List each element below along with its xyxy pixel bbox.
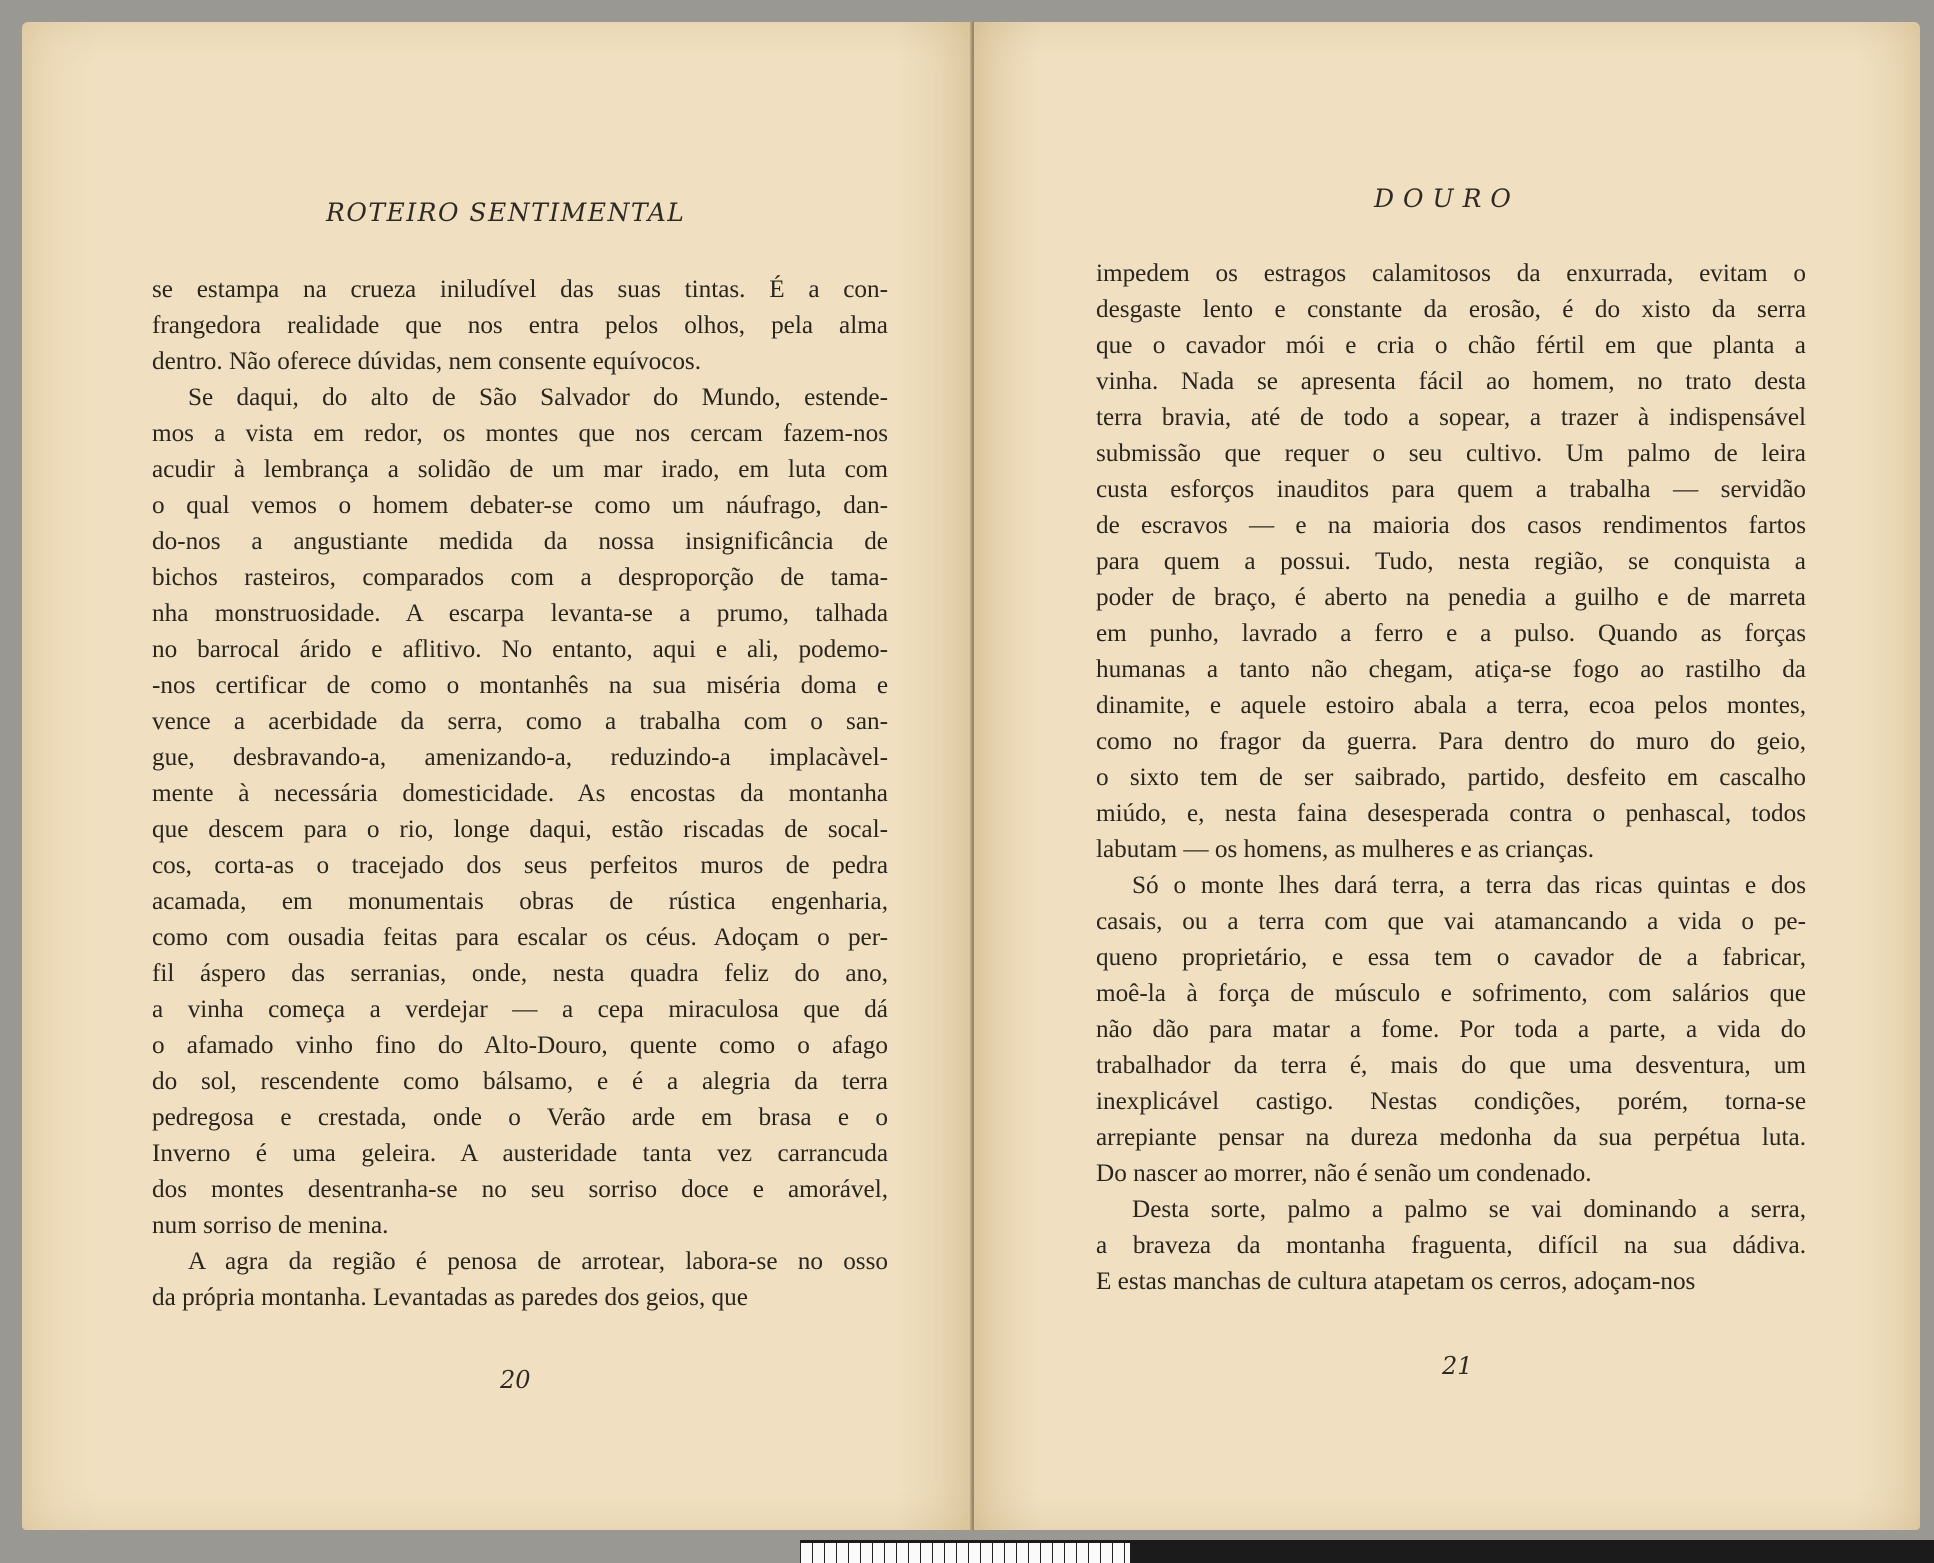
text-line: terra bravia, até de todo a sopear, a trazer à indispensável [1096,404,1806,431]
running-head: DOURO [1374,184,1520,213]
text-line: moê-la à força de músculo e sofrimento, com salários que [1096,980,1806,1007]
text-line: labutam — os homens, as mulheres e as crianças. [1096,836,1595,863]
text-line: mos a vista em redor, os montes que nos cercam fazem-nos [152,420,888,447]
text-line: o afamado vinho fino do Alto-Douro, quente como o afago [152,1032,888,1059]
text-line: inexplicável castigo. Nestas condições, porém, torna-se [1096,1088,1806,1115]
text-line: vence a acerbidade da serra, como a trabalha com o san- [152,708,888,735]
text-line: o qual vemos o homem debater-se como um náufrago, dan- [152,492,888,519]
text-line: desgaste lento e constante da erosão, é do xisto da serra [1096,296,1806,323]
text-line: o sixto tem de ser saibrado, partido, desfeito em cascalho [1096,764,1806,791]
right-page [974,22,1920,1530]
text-line: Do nascer ao morrer, não é senão um condenado. [1096,1160,1592,1187]
text-line: vinha. Nada se apresenta fácil ao homem, no trato desta [1096,368,1806,395]
text-line: -nos certificar de como o montanhês na sua miséria doma e [152,672,888,699]
text-line: A agra da região é penosa de arrotear, labora-se no osso [188,1248,888,1275]
text-line: como com ousadia feitas para escalar os céus. Adoçam o per- [152,924,888,951]
text-line: fil áspero das serranias, onde, nesta quadra feliz do ano, [152,960,888,987]
text-line: não dão para matar a fome. Por toda a parte, a vida do [1096,1016,1806,1043]
text-line: dos montes desentranha-se no seu sorriso doce e amorável, [152,1176,888,1203]
scale-ruler [800,1540,1934,1563]
text-line: Só o monte lhes dará terra, a terra das ricas quintas e dos [1132,872,1806,899]
text-line: no barrocal árido e aflitivo. No entanto, aqui e ali, podemo- [152,636,888,663]
text-line: frangedora realidade que nos entra pelos olhos, pela alma [152,312,888,339]
left-page [22,22,972,1530]
text-line: poder de braço, é aberto na penedia a guilho e de marreta [1096,584,1806,611]
text-line: E estas manchas de cultura atapetam os cerros, adoçam-nos [1096,1268,1696,1295]
text-line: de escravos — e na maioria dos casos rendimentos fartos [1096,512,1806,539]
text-line: a vinha começa a verdejar — a cepa miraculosa que dá [152,996,888,1023]
text-line: que descem para o rio, longe daqui, estão riscadas de socal- [152,816,888,843]
text-line: casais, ou a terra com que vai atamancando a vida o pe- [1096,908,1806,935]
running-head: ROTEIRO SENTIMENTAL [326,198,686,227]
text-line: do-nos a angustiante medida da nossa insignificância de [152,528,888,555]
text-line: custa esforços inauditos para quem a trabalha — servidão [1096,476,1806,503]
text-line: Inverno é uma geleira. A austeridade tanta vez carrancuda [152,1140,888,1167]
text-line: submissão que requer o seu cultivo. Um palmo de leira [1096,440,1806,467]
text-line: dinamite, e aquele estoiro abala a terra, ecoa pelos montes, [1096,692,1806,719]
text-line: arrepiante pensar na dureza medonha da sua perpétua luta. [1096,1124,1806,1151]
text-line: impedem os estragos calamitosos da enxurrada, evitam o [1096,260,1806,287]
page-number: 20 [500,1366,531,1394]
text-line: do sol, rescendente como bálsamo, e é a alegria da terra [152,1068,888,1095]
text-line: nha monstruosidade. A escarpa levanta-se a prumo, talhada [152,600,888,627]
text-line: mente à necessária domesticidade. As encostas da montanha [152,780,888,807]
text-line: pedregosa e crestada, onde o Verão arde em brasa e o [152,1104,888,1131]
text-line: queno proprietário, e essa tem o cavador de a fabricar, [1096,944,1806,971]
text-line: Se daqui, do alto de São Salvador do Mundo, estende- [188,384,888,411]
text-line: dentro. Não oferece dúvidas, nem consente equívocos. [152,348,702,375]
text-line: acamada, em monumentais obras de rústica engenharia, [152,888,888,915]
text-line: trabalhador da terra é, mais do que uma desventura, um [1096,1052,1806,1079]
ruler-ticks [800,1543,1130,1563]
text-line: como no fragor da guerra. Para dentro do muro do geio, [1096,728,1806,755]
text-line: em punho, lavrado a ferro e a pulso. Quando as forças [1096,620,1806,647]
text-line: acudir à lembrança a solidão de um mar irado, em luta com [152,456,888,483]
book-spread [22,22,1920,1530]
text-line: humanas a tanto não chegam, atiça-se fogo ao rastilho da [1096,656,1806,683]
text-line: num sorriso de menina. [152,1212,389,1239]
body-text [152,272,888,1316]
text-line: da própria montanha. Levantadas as paredes dos geios, que [152,1284,748,1311]
text-line: se estampa na crueza iniludível das suas tintas. É a con- [152,276,888,303]
text-line: cos, corta-as o tracejado dos seus perfeitos muros de pedra [152,852,888,879]
text-line: Desta sorte, palmo a palmo se vai dominando a serra, [1132,1196,1806,1223]
text-line: a braveza da montanha fraguenta, difícil na sua dádiva. [1096,1232,1806,1259]
body-text [1096,256,1806,1300]
text-line: que o cavador mói e cria o chão fértil em que planta a [1096,332,1806,359]
text-line: bichos rasteiros, comparados com a desproporção de tama- [152,564,888,591]
text-line: para quem a possui. Tudo, nesta região, se conquista a [1096,548,1806,575]
page-number: 21 [1442,1352,1473,1380]
text-line: miúdo, e, nesta faina desesperada contra o penhascal, todos [1096,800,1806,827]
text-line: gue, desbravando-a, amenizando-a, reduzindo-a implacàvel- [152,744,888,771]
